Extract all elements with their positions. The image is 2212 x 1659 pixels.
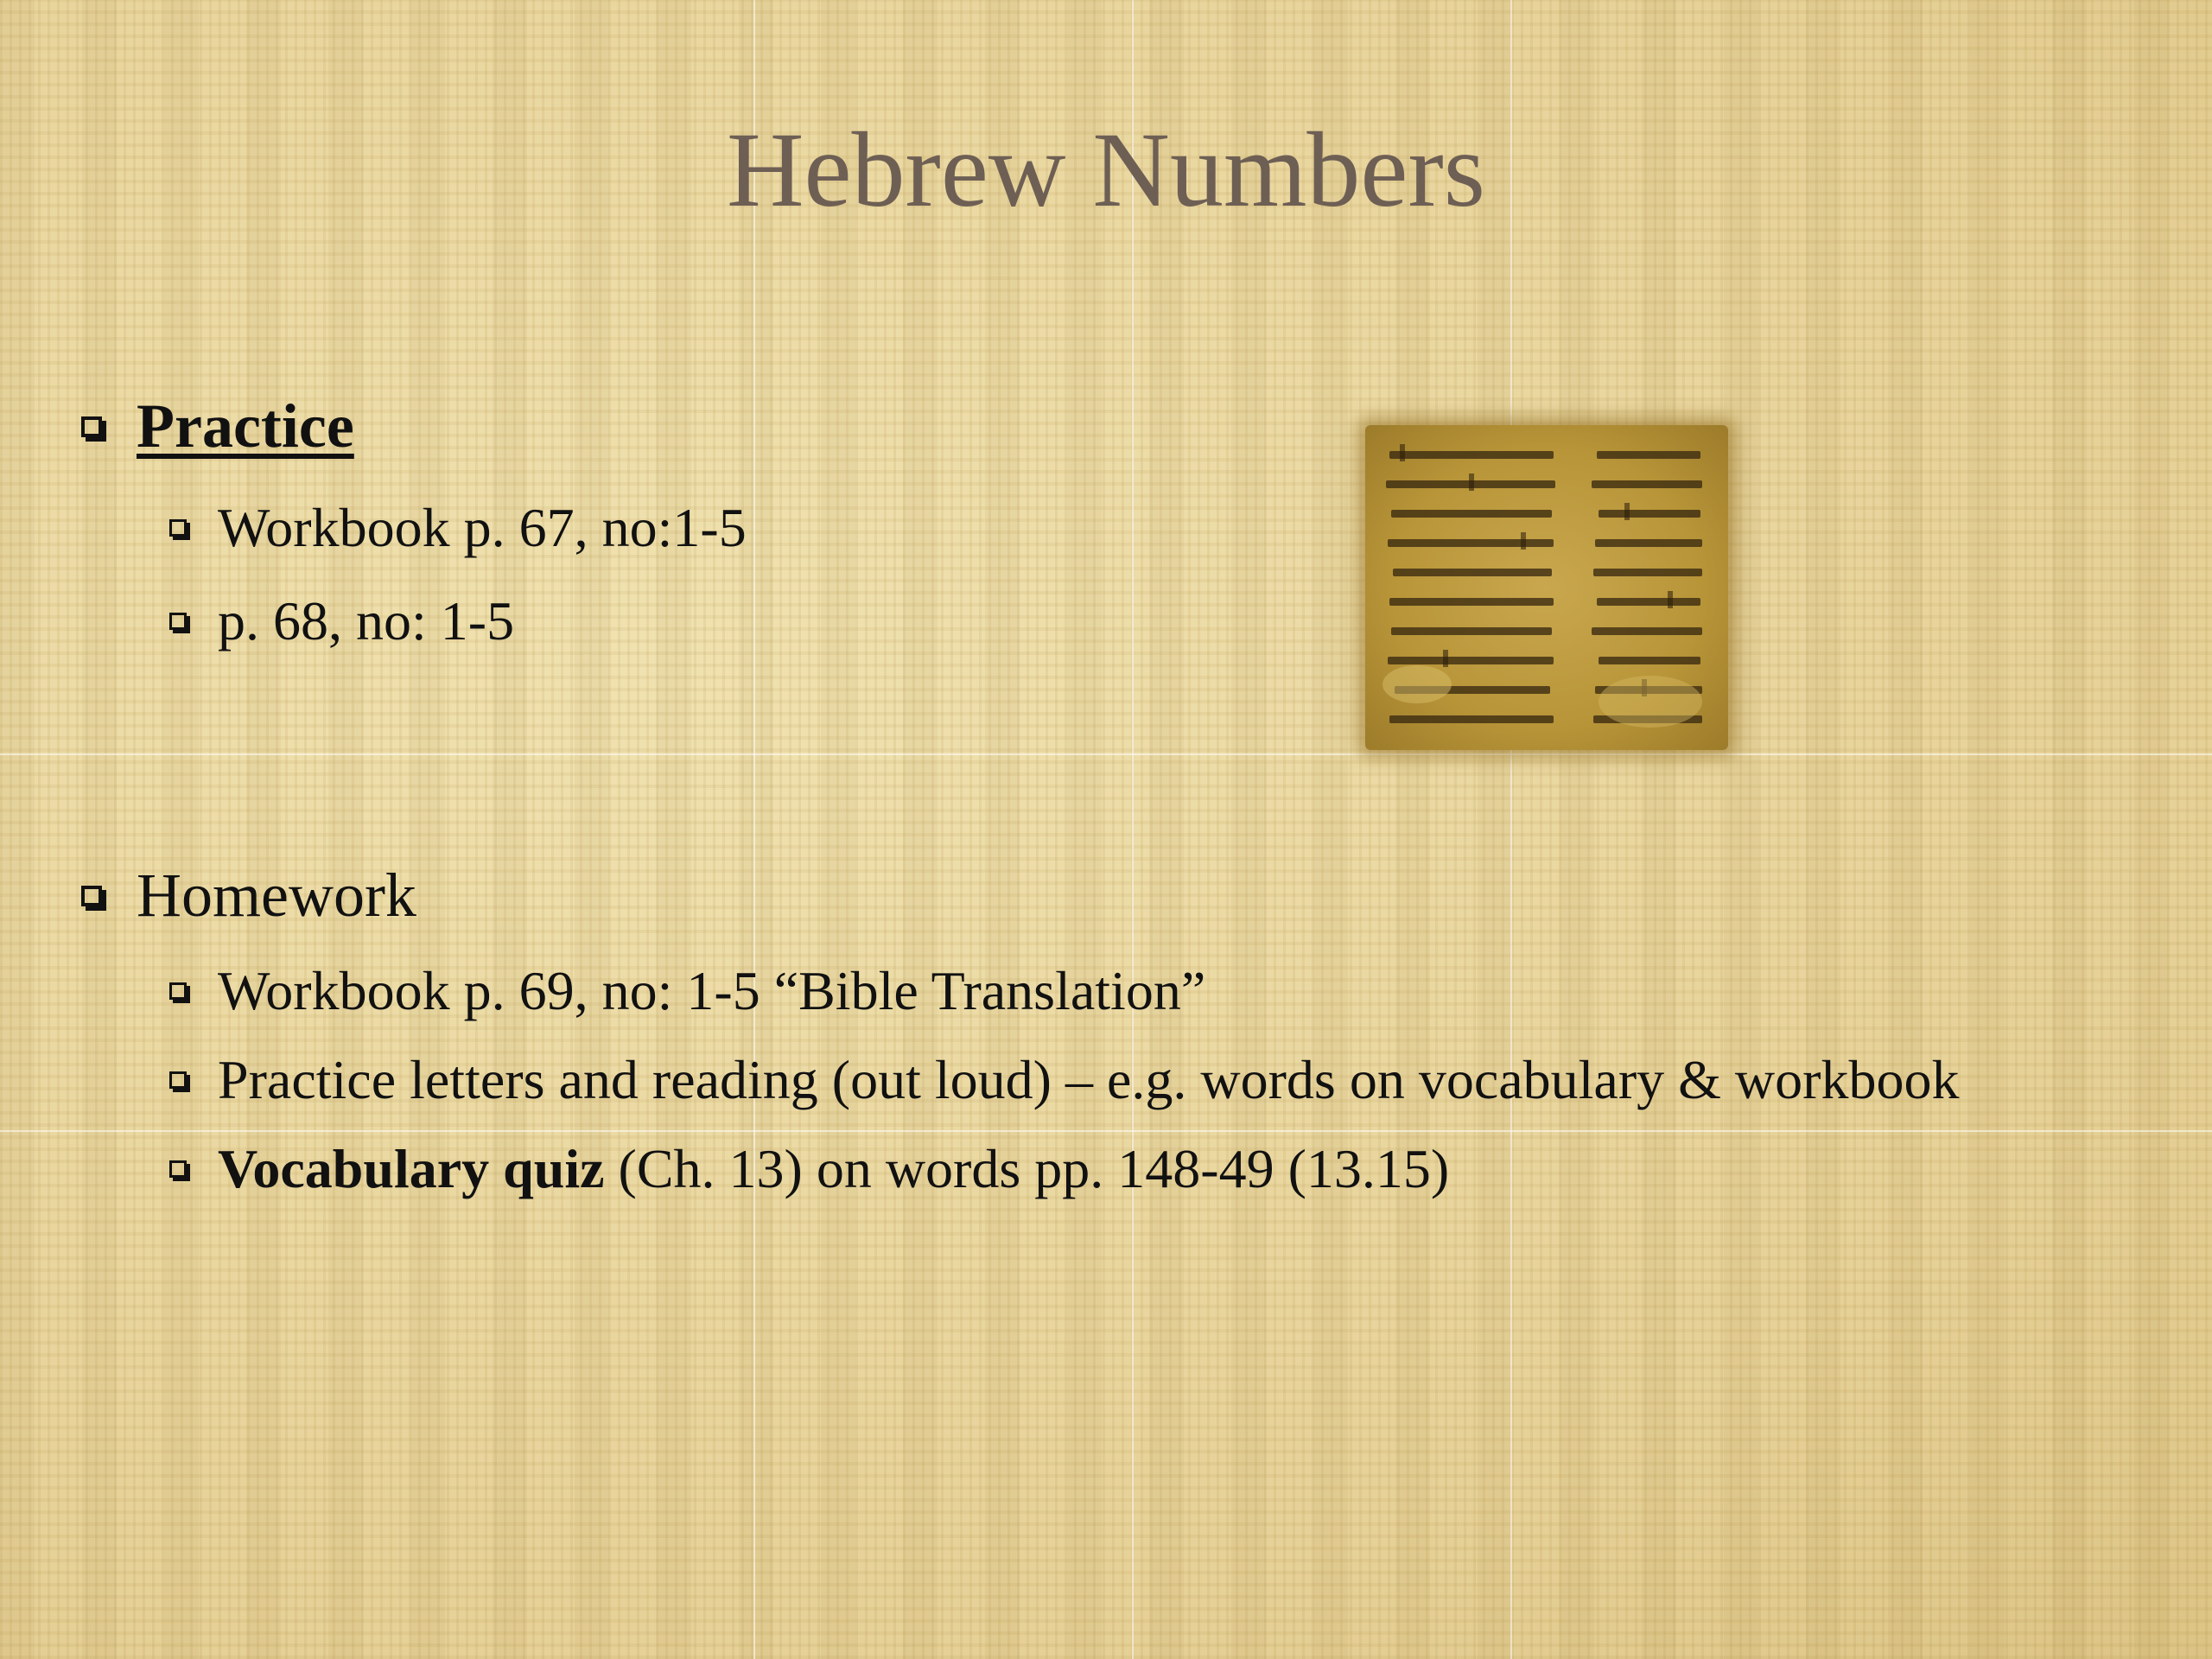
- homework-item-text: Practice letters and reading (out loud) – e.g. words on vocabulary & workbook: [218, 1049, 1960, 1110]
- quiz-details: (Ch. 13) on words pp. 148-49 (13.15): [604, 1138, 1450, 1199]
- square-bullet-icon: [81, 416, 102, 437]
- grid-line: [0, 753, 2212, 755]
- square-bullet-icon: [169, 1071, 187, 1089]
- grid-line: [753, 0, 755, 1659]
- homework-item: [169, 959, 1205, 1023]
- homework-item-text: [218, 1137, 1449, 1201]
- square-bullet-icon: [169, 613, 187, 630]
- square-bullet-icon: [169, 1160, 187, 1178]
- hebrew-manuscript-image: [1365, 425, 1728, 750]
- square-bullet-icon: [169, 982, 187, 1000]
- practice-item: [169, 496, 747, 560]
- practice-item-text: Workbook p. 67, no:1-5: [218, 497, 747, 558]
- homework-heading-row: [81, 860, 416, 931]
- manuscript-texture-icon: [1365, 425, 1728, 750]
- practice-item: [169, 589, 514, 653]
- quiz-label: Vocabulary quiz: [218, 1138, 605, 1199]
- square-bullet-icon: [169, 519, 187, 537]
- slide-title: Hebrew Numbers: [726, 111, 1486, 229]
- homework-item: [169, 1137, 1449, 1201]
- practice-heading: Practice: [137, 391, 354, 461]
- homework-item: [169, 1048, 1959, 1112]
- homework-heading: Homework: [137, 861, 416, 930]
- square-bullet-icon: [81, 886, 102, 906]
- grid-line: [1132, 0, 1134, 1659]
- practice-item-text: p. 68, no: 1-5: [218, 590, 515, 652]
- homework-item-text: Workbook p. 69, no: 1-5 “Bible Translation”: [218, 960, 1206, 1021]
- grid-line: [0, 1130, 2212, 1132]
- grid-line: [1510, 0, 1512, 1659]
- practice-heading-row: [81, 391, 354, 462]
